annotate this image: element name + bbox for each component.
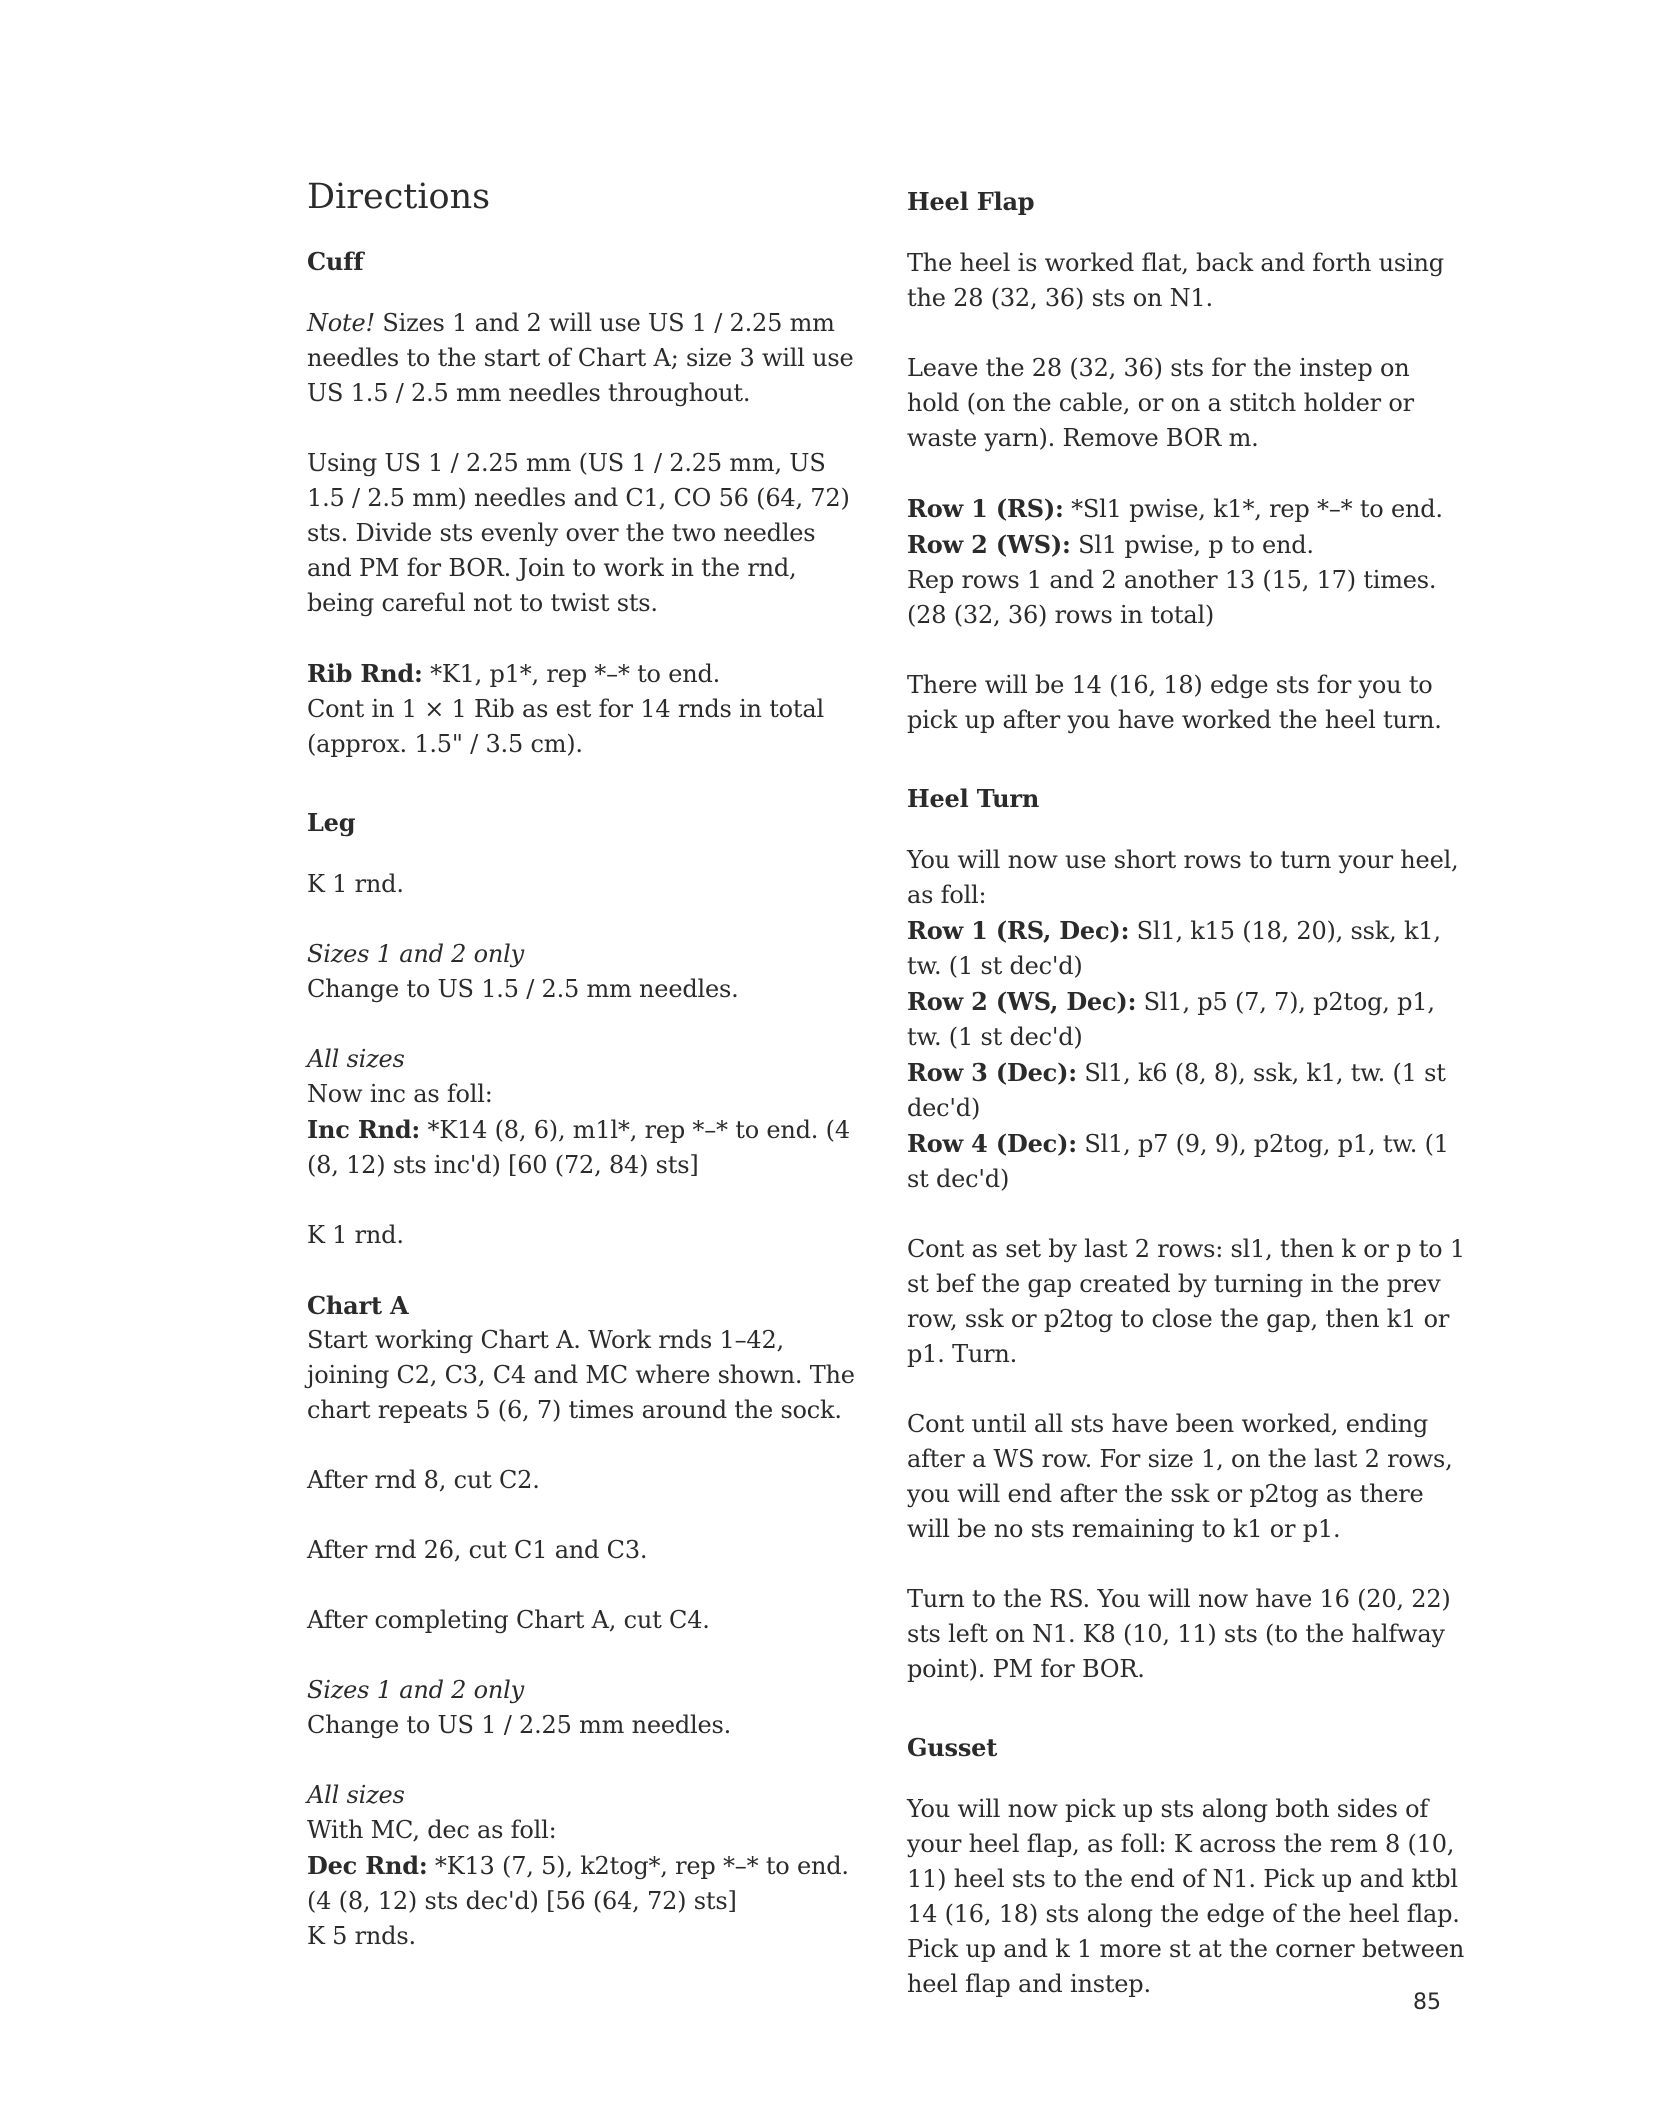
heel-turn-para4: Turn to the RS. You will now have 16 (20, 22) sts left on N1. K8 (10, 11) sts (to the halfway point). PM for BOR. (907, 1585, 1451, 1683)
heel-turn-row3-text: Sl1, k6 (8, 8), ssk, k1, tw. (1 st dec'd) (907, 1059, 1446, 1122)
chart-a-block (307, 1288, 867, 1428)
heel-flap-row1-text: *Sl1 pwise, k1*, rep *–* to end. (1063, 495, 1443, 523)
leg-sizes12-block-2 (307, 1673, 867, 1743)
heel-turn-intro: You will now use short rows to turn your heel, as foll: (907, 846, 1459, 909)
cuff-note (307, 306, 867, 411)
leg-all-sizes-label: All sizes (307, 1045, 405, 1073)
leg-inc-block (307, 1042, 867, 1183)
heel-flap-row2-label: Row 2 (WS): (907, 530, 1071, 559)
heel-turn-rows (907, 843, 1467, 1197)
heel-flap-para1: The heel is worked flat, back and forth using the 28 (32, 36) sts on N1. (907, 249, 1444, 312)
heel-turn-row2-label: Row 2 (WS, Dec): (907, 987, 1137, 1016)
cuff-cast-on-paragraph: Using US 1 / 2.25 mm (US 1 / 2.25 mm, US 1.5 / 2.5 mm) needles and C1, CO 56 (64, 72) sts. Divide sts evenly over the two needles and PM for BOR. Join to work in the rnd, being careful not to twist sts. (307, 449, 850, 617)
rib-rnd-label: Rib Rnd: (307, 659, 423, 688)
heel-turn-row3-label: Row 3 (Dec): (907, 1058, 1077, 1087)
heel-flap-rep-text: Rep rows 1 and 2 another 13 (15, 17) times. (28 (32, 36) rows in total) (907, 566, 1437, 629)
leg-sizes12-block (307, 937, 867, 1007)
leg-dec-intro: With MC, dec as foll: (307, 1816, 557, 1844)
leg-inc-intro: Now inc as foll: (307, 1080, 493, 1108)
gusset-heading: Gusset (907, 1733, 998, 1762)
heel-turn-row4-text: Sl1, p7 (9, 9), p2tog, p1, tw. (1 st dec'd) (907, 1130, 1449, 1193)
heel-turn-row1-text: Sl1, k15 (18, 20), ssk, k1, tw. (1 st dec'd) (907, 917, 1441, 980)
cuff-note-label: Note! (307, 309, 375, 337)
after-chart-a: After completing Chart A, cut C4. (307, 1606, 710, 1634)
cuff-note-text: Sizes 1 and 2 will use US 1 / 2.25 mm needles to the start of Chart A; size 3 will use US 1.5 / 2.5 mm needles throughout. (307, 309, 854, 407)
heel-turn-row1-label: Row 1 (RS, Dec): (907, 916, 1130, 945)
page-number: 85 (1413, 1990, 1441, 2015)
heel-flap-para2: Leave the 28 (32, 36) sts for the instep on hold (on the cable, or on a stitch holder or waste yarn). Remove BOR m. (907, 354, 1414, 452)
leg-dec-block (307, 1778, 867, 1954)
rib-cont-text: Cont in 1 × 1 Rib as est for 14 rnds in total (approx. 1.5" / 3.5 cm). (307, 695, 824, 758)
leg-heading: Leg (307, 808, 356, 837)
leg-sizes12-label-2: Sizes 1 and 2 only (307, 1676, 525, 1704)
leg-k5-rnds: K 5 rnds. (307, 1922, 416, 1950)
left-column (307, 176, 867, 1954)
heel-turn-para3: Cont until all sts have been worked, ending after a WS row. For size 1, on the last 2 rows, you will end after the ssk or p2tog as there will be no sts remaining to k1 or p1. (907, 1410, 1453, 1543)
after-rnd-8: After rnd 8, cut C2. (307, 1466, 540, 1494)
leg-k1-rnd-again: K 1 rnd. (307, 1221, 404, 1249)
heel-flap-para4: There will be 14 (16, 18) edge sts for you to pick up after you have worked the heel turn. (907, 671, 1442, 734)
heel-flap-heading: Heel Flap (907, 187, 1035, 216)
right-column (907, 176, 1467, 2002)
chart-a-label: Chart A (307, 1291, 409, 1320)
heel-turn-row4-label: Row 4 (Dec): (907, 1129, 1077, 1158)
leg-sizes12-text: Change to US 1.5 / 2.5 mm needles. (307, 975, 739, 1003)
cuff-rib-paragraph (307, 656, 867, 762)
cuff-heading: Cuff (307, 247, 364, 276)
rib-rnd-text: *K1, p1*, rep *–* to end. (422, 660, 721, 688)
chart-a-text: Start working Chart A. Work rnds 1–42, joining C2, C3, C4 and MC where shown. The chart repeats 5 (6, 7) times around the sock. (307, 1326, 855, 1424)
heel-flap-row1-label: Row 1 (RS): (907, 494, 1064, 523)
dec-rnd-text: *K13 (7, 5), k2tog*, rep *–* to end. (4 (8, 12) sts dec'd) [56 (64, 72) sts] (307, 1852, 849, 1915)
inc-rnd-text: *K14 (8, 6), m1l*, rep *–* to end. (4 (8, 12) sts inc'd) [60 (72, 84) sts] (307, 1116, 850, 1179)
heel-turn-row2-text: Sl1, p5 (7, 7), p2tog, p1, tw. (1 st dec'd) (907, 988, 1435, 1051)
heel-flap-row2-text: Sl1 pwise, p to end. (1070, 531, 1314, 559)
gusset-para1: You will now pick up sts along both sides of your heel flap, as foll: K across the rem 8 (10, 11) heel sts to the end of N1. Pick up and ktbl 14 (16, 18) sts along the edge of the heel flap. Pick up and k 1 more st at the corner between heel flap and instep. (907, 1795, 1465, 1998)
heel-flap-rows (907, 491, 1467, 633)
heel-turn-heading: Heel Turn (907, 784, 1040, 813)
after-rnd-26: After rnd 26, cut C1 and C3. (307, 1536, 648, 1564)
leg-k1-rnd: K 1 rnd. (307, 870, 404, 898)
leg-sizes12-text-2: Change to US 1 / 2.25 mm needles. (307, 1711, 732, 1739)
leg-all-sizes-label-2: All sizes (307, 1781, 405, 1809)
dec-rnd-label: Dec Rnd: (307, 1851, 428, 1880)
inc-rnd-label: Inc Rnd: (307, 1115, 421, 1144)
heel-turn-para2: Cont as set by last 2 rows: sl1, then k or p to 1 st bef the gap created by turning in the prev row, ssk or p2tog to close the gap, then k1 or p1. Turn. (907, 1235, 1465, 1368)
page-title: Directions (307, 177, 491, 217)
leg-sizes12-label: Sizes 1 and 2 only (307, 940, 525, 968)
